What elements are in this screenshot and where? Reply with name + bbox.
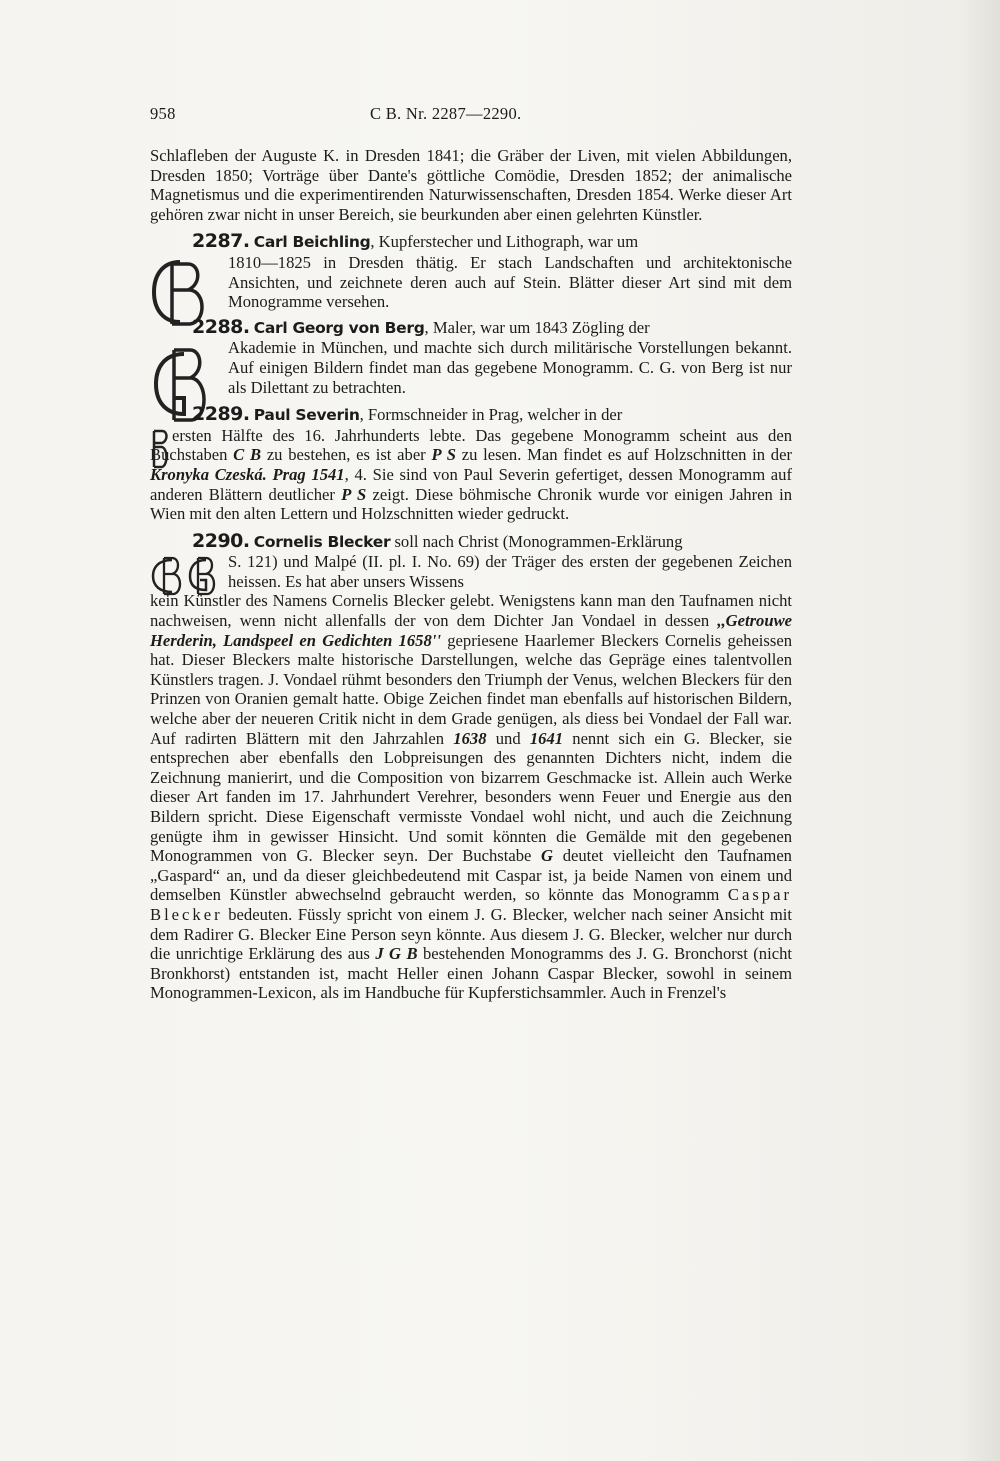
monogram-cb-gb-icon xyxy=(150,554,218,596)
italic-text: 1638 xyxy=(453,728,487,748)
entry-heading xyxy=(150,405,792,426)
body-text: zeigt. Diese böhmische Chronik wurde vor einigen Jahren in Wien mit den alten Lettern und Holzschnitten wieder gedruckt. xyxy=(150,484,792,524)
italic-text: 1641 xyxy=(529,728,564,748)
entry-number: 2289. xyxy=(192,403,250,426)
entry-lead-text: , Kupferstecher und Lithograph, war um xyxy=(370,232,639,252)
entry-number: 2287. xyxy=(192,230,250,253)
page-number: 958 xyxy=(150,104,176,123)
entry-artist-name: Paul Severin xyxy=(253,406,360,425)
entry-lead-text: , Formschneider in Prag, welcher in der xyxy=(359,405,623,425)
entry-number: 2290. xyxy=(192,529,250,552)
italic-text: C B xyxy=(233,445,262,465)
entry-heading xyxy=(150,315,792,339)
entry-body-indented: S. 121) und Malpé (II. pl. I. No. 69) der Träger des ersten der gegebenen Zeichen heissen. Es hat aber unsers Wissens xyxy=(228,552,792,591)
entry-body-indented: ersten Hälfte des 16. Jahrhunderts lebte. Das gegebene Monogramm scheint aus den Buchstaben xyxy=(150,425,792,465)
italic-text: P S xyxy=(431,445,456,465)
entry-artist-name: Cornelis Blecker xyxy=(253,532,391,551)
body-text: kein Künstler des Namens Cornelis Blecker gelebt. Wenigstens kann man den Taufnamen nicht nachweisen, wenn nicht allenfalls der von dem Dichter Jan Vondael in dessen xyxy=(150,591,792,631)
entry-number: 2288. xyxy=(192,315,250,338)
body-text: zu bestehen, es ist aber xyxy=(266,445,426,465)
italic-text: P S xyxy=(341,484,367,504)
entry-lead-text: soll nach Christ (Monogrammen-Erklärung xyxy=(394,531,683,551)
entry-2287 xyxy=(150,232,792,311)
entry-heading xyxy=(150,232,792,253)
entry-heading xyxy=(150,529,792,553)
entry-artist-name: Carl Georg von Berg xyxy=(253,318,425,337)
body-text: bedeuten. Füssly spricht von einem J. G. Blecker, welcher nach seiner Ansicht mit dem Radirer G. Blecker Eine Person seyn könnte. Aus diesem J. G. Blecker, welcher nur durch die unrichtige Erklärung des aus xyxy=(150,904,792,964)
body-text: bestehenden Monogramms des J. G. Bronchorst (nicht Bronkhorst) entstanden ist, macht Heller einen Johann Caspar Blecker, sowohl in seinem Monogrammen-Lexicon, als im Handbuche für Kupferstichsammler. Auch in Frenzel's xyxy=(150,944,792,1003)
page-body xyxy=(150,146,792,1003)
entry-body xyxy=(150,426,792,524)
italic-text: Kronyka Czeská. Prag 1541 xyxy=(150,464,345,484)
body-text: gepriesene Haarlemer Bleckers Cornelis geheissen hat. Dieser Bleckers malte historische Darstellungen, welche das Gepräge eines talentvollen Künstlers tragen. J. Vondael rühmt besonders den Triumph der Venus, welchen Bleckers für den Prinzen von Oranien gemalt hatte. Obige Zeichen findet man ebenfalls auf historischen Bildern, welche aber der neueren Critik nicht in dem Grade genügen, als diess bei Vondael der Fall war. Auf radirten Blättern mit den Jahrzahlen xyxy=(150,630,792,748)
body-text: nennt sich ein G. Blecker, sie entsprechen aber ebenfalls den Lobpreisungen des genannten Dichters nicht, indem die Zeichnung manierirt, und die Composition von bizarrem Geschmacke ist. Allein auch Werke dieser Art fanden im 17. Jahrhundert Verehrer, besonders wenn Feuer und Energie aus den Bildern spricht. Diese Eigenschaft vermisste Vondael wohl nicht, und auch die Zeichnung genügte ihm in gewisser Hinsicht. Und somit könnten die Gemälde mit den gegebenen Monogrammen von G. Blecker seyn. Der Buchstabe xyxy=(150,728,792,866)
entry-2288 xyxy=(150,315,792,397)
page-edge-shadow xyxy=(960,0,1000,1461)
italic-text: G xyxy=(541,846,554,866)
italic-text: J G B xyxy=(375,944,418,964)
entry-2289 xyxy=(150,405,792,524)
entry-2290 xyxy=(150,529,792,1003)
entry-lead-text: , Maler, war um 1843 Zögling der xyxy=(424,317,650,337)
body-text: zu lesen. Man findet es auf Holzschnitten in der xyxy=(461,445,792,465)
body-text: deutet vielleicht den Taufnamen „Gaspard“ an, und da dieser gleichbedeutend mit Caspar ist, ja beide Namen von einem und demselben Künstler abwechselnd gebraucht werden, so könnte das Monogramm xyxy=(150,846,792,905)
running-title: C B. Nr. 2287—2290. xyxy=(370,104,522,123)
entry-body xyxy=(150,552,792,1003)
entry-artist-name: Carl Beichling xyxy=(253,233,371,252)
entry-body: 1810—1825 in Dresden thätig. Er stach Landschaften und architektonische Ansichten, und zeichnete deren auch auf Stein. Blätter dieser Art sind mit dem Monogramme versehen. xyxy=(228,252,792,312)
entry-body: Akademie in München, und machte sich durch militärische Vorstellungen bekannt. Auf einigen Bildern findet man das gegebene Monogramm. C. G. von Berg ist nur als Dilettant zu betrachten. xyxy=(228,338,792,397)
intro-paragraph: Schlafleben der Auguste K. in Dresden 1841; die Gräber der Liven, mit vielen Abbildungen, Dresden 1850; Vorträge über Dante's göttliche Comödie, Dresden 1852; der animalische Magnetismus und die experimentirenden Naturwissenschaften, Dresden 1854. Werke dieser Art gehören zwar nicht in unser Bereich, sie beurkunden aber einen gelehrten Künstler. xyxy=(150,146,792,224)
body-text: , 4. Sie sind von Paul Severin gefertiget, dessen Monogramm auf anderen Blättern deutlicher xyxy=(150,464,792,504)
body-text: und xyxy=(495,728,521,748)
spaced-text: Caspar Blecker xyxy=(150,885,792,924)
monogram-pb-icon xyxy=(150,427,170,471)
italic-text: ,,Getrouwe Herderin, Landspeel en Gedichten 1658'' xyxy=(150,611,792,650)
